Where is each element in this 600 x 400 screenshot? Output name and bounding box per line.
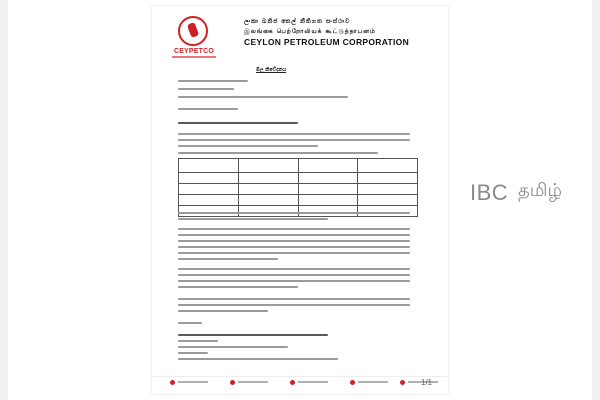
paragraph-line bbox=[178, 268, 410, 270]
text-line bbox=[178, 352, 208, 354]
table-cell bbox=[238, 184, 298, 195]
heading-line bbox=[178, 122, 298, 124]
paragraph-line bbox=[178, 252, 410, 254]
web-icon bbox=[400, 380, 405, 385]
paragraph-line bbox=[178, 240, 410, 242]
paragraph-line bbox=[178, 258, 278, 260]
paragraph-line bbox=[178, 280, 410, 282]
org-name-tamil: இலங்கை பெற்றோலியக் கூட்டுத்தாபனம் bbox=[244, 28, 376, 35]
price-table bbox=[178, 158, 418, 217]
table-cell bbox=[298, 184, 358, 195]
phone-icon bbox=[170, 380, 175, 385]
table-cell bbox=[179, 184, 239, 195]
right-margin-shade bbox=[592, 0, 600, 400]
text-line bbox=[178, 96, 348, 98]
footer-text-line bbox=[178, 381, 208, 383]
text-line bbox=[178, 80, 248, 82]
text-line bbox=[178, 322, 202, 324]
letter-page bbox=[152, 6, 448, 394]
paragraph-line bbox=[178, 274, 410, 276]
footer-text-line bbox=[298, 381, 328, 383]
watermark-brand-latin: IBC bbox=[470, 180, 509, 205]
table-header-cell bbox=[358, 159, 418, 173]
footer-text-line bbox=[238, 381, 268, 383]
paragraph-line bbox=[178, 133, 410, 135]
table-cell bbox=[179, 206, 239, 217]
logo-underline bbox=[172, 56, 216, 58]
paragraph-line bbox=[178, 145, 318, 147]
paragraph-line bbox=[178, 234, 410, 236]
text-line bbox=[178, 358, 338, 360]
table-cell bbox=[358, 206, 418, 217]
watermark-brand-tamil: தமிழ் bbox=[518, 180, 562, 201]
table-header-cell bbox=[179, 159, 239, 173]
paragraph-line bbox=[178, 139, 410, 141]
paragraph-line bbox=[178, 228, 410, 230]
table-header-cell bbox=[298, 159, 358, 173]
paragraph-line bbox=[178, 286, 298, 288]
paragraph-line bbox=[178, 310, 268, 312]
phone-icon bbox=[230, 380, 235, 385]
signature-line bbox=[178, 334, 328, 336]
logo-emblem-icon bbox=[178, 16, 208, 46]
table-row bbox=[179, 206, 418, 217]
text-line bbox=[178, 88, 234, 90]
table-header-cell bbox=[238, 159, 298, 173]
paragraph-line bbox=[178, 304, 410, 306]
table-cell bbox=[358, 195, 418, 206]
footer-text-line bbox=[358, 381, 388, 383]
paragraph-line bbox=[178, 212, 410, 214]
table-row bbox=[179, 184, 418, 195]
ceypetco-logo bbox=[172, 16, 216, 62]
table-cell bbox=[358, 173, 418, 184]
text-line bbox=[178, 340, 218, 342]
logo-text: CEYPETCO bbox=[173, 48, 215, 55]
document-subject: මිල නිවේදනය bbox=[256, 67, 287, 73]
table-cell bbox=[298, 195, 358, 206]
table-cell bbox=[298, 206, 358, 217]
table-cell bbox=[238, 173, 298, 184]
table-cell bbox=[298, 173, 358, 184]
paragraph-line bbox=[178, 298, 410, 300]
left-margin-shade bbox=[0, 0, 8, 400]
text-line bbox=[178, 108, 238, 110]
email-icon bbox=[350, 380, 355, 385]
org-name-sinhala: ලංකා ඛනිජ තෙල් නීතිගත සංස්ථාව bbox=[244, 18, 351, 25]
table-row bbox=[179, 195, 418, 206]
table-cell bbox=[358, 184, 418, 195]
table-cell bbox=[179, 173, 239, 184]
org-name-english: CEYLON PETROLEUM CORPORATION bbox=[244, 37, 410, 47]
table-cell bbox=[179, 195, 239, 206]
page-marker: 1/1 bbox=[421, 378, 433, 387]
text-line bbox=[178, 346, 288, 348]
table-row bbox=[179, 173, 418, 184]
paragraph-line bbox=[178, 246, 410, 248]
table-header-row bbox=[179, 159, 418, 173]
table-cell bbox=[238, 195, 298, 206]
fax-icon bbox=[290, 380, 295, 385]
paragraph-line bbox=[178, 152, 378, 154]
paragraph-line bbox=[178, 218, 328, 220]
table-cell bbox=[238, 206, 298, 217]
